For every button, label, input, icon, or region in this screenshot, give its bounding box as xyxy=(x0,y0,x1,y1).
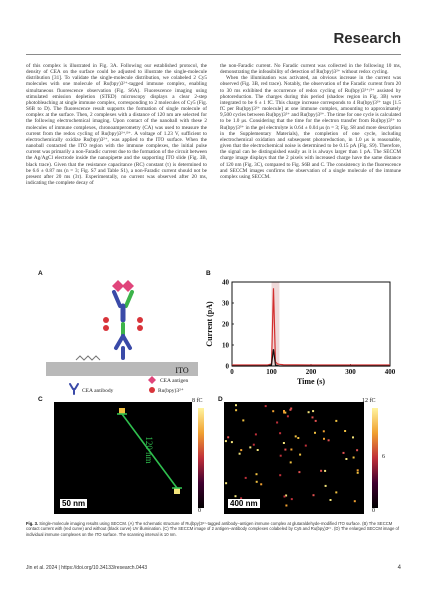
x-tick-label: 200 xyxy=(305,368,317,376)
charge-speckle xyxy=(323,430,325,432)
page-footer xyxy=(26,565,401,571)
x-tick-label: 300 xyxy=(345,368,356,376)
charge-speckle xyxy=(290,461,292,463)
plot-frame xyxy=(232,282,390,366)
charge-speckle xyxy=(242,419,244,421)
x-axis-label: Time (s) xyxy=(296,377,326,386)
paragraph: the non-Faradic current. No Faradic current was collected in the following 10 ms, demonstrating the infeasibility of detection of Ru(bpy)3²⁺ without redox cycling. xyxy=(220,63,401,76)
charge-speckle xyxy=(297,437,299,439)
charge-speckle xyxy=(260,483,262,485)
series-line-black xyxy=(232,349,390,366)
charge-speckle xyxy=(343,452,345,454)
charge-speckle xyxy=(235,404,237,406)
caption-label: Fig. 3. xyxy=(26,521,39,526)
charge-speckle xyxy=(245,477,247,479)
panel-a-schematic xyxy=(36,276,208,396)
charge-speckle xyxy=(279,474,281,476)
charge-speckle xyxy=(325,485,327,487)
charge-speckle xyxy=(295,435,297,437)
charge-speckle xyxy=(356,449,358,451)
panel-b-current-chart xyxy=(206,274,396,386)
charge-speckle xyxy=(256,481,258,483)
charge-speckle xyxy=(276,422,278,424)
charge-speckle xyxy=(354,500,356,502)
charge-speckle xyxy=(312,410,314,412)
figure-caption xyxy=(26,521,401,537)
legend-ru-label: Ru(bpy)3²⁺ xyxy=(158,388,184,394)
charge-speckle xyxy=(328,439,330,441)
charge-speckle xyxy=(249,446,251,448)
panel-c-colorbar xyxy=(198,408,204,508)
charge-speckle xyxy=(225,482,227,484)
charge-speckle xyxy=(255,433,257,435)
paragraph: of this complex is illustrated in Fig. 3A. Following our established protocol, the density of CEA on the surface could be adjusted to illustrate the single-molecule distribution [31]. To validate the single-molecule distribution, we colabeled 2 Cy5 molecules with one molecule of Ru(bpy)3²⁺-tagged immune complex, enabling simultaneous fluorescence observation (Fig. S6A). Fluorescence imaging using stimulated emission depletion (STED) microscopy displays a clear 2-step photobleaching at single immune complex, corresponding to 2 molecules of Cy5 (Fig. S6B to D). The fluorescence result supports the formation of single molecule of complex at the surface. Then, 2 complexes with a distance of 120 nm are selected for the following electrochemical imaging. Upon contact of the nanoball with these 2 molecules of immune complexes, chronoamperometry (CA) was used to measure the current from the redox cycling of Ru(bpy)3²⁺/³⁺. A voltage of 1.23 V, sufficient to electrochemically oxidize Ru(bpy)3²⁺, was applied to the ITO surface. When the nanoball contacted the ITO region with the immune complexes, the initial pulse current was primarily a non-Faradic current due to the formation of the circuit between the Ag/AgCl electrode inside the nanopipette and the supporting ITO slide (Fig. 3B, black trace). Given that the resistance capacitance (RC) constant (τ) is determined to be 6.6 ± 0.87 ms (n = 3; Fig. S7 and Table S1), a non-Faradic current should not be present after 20 ms (3τ). Experimentally, no current was observed after 20 ms, indicating the complete decay of xyxy=(26,63,207,186)
panel-c-cbar-min: 0 xyxy=(198,508,201,514)
charge-speckle xyxy=(240,449,242,451)
x-tick-label: 400 xyxy=(384,368,396,376)
charge-speckle xyxy=(231,441,233,443)
charge-speckle xyxy=(312,416,314,418)
charge-pixel-top xyxy=(119,408,125,414)
charge-speckle xyxy=(256,473,258,475)
charge-speckle xyxy=(330,499,332,501)
charge-speckle xyxy=(239,453,241,455)
charge-speckle xyxy=(284,449,286,451)
y-tick-label: 0 xyxy=(225,362,229,371)
panel-c-cbar-max: 8 fC xyxy=(192,398,203,404)
y-tick-label: 10 xyxy=(222,341,229,350)
panel-d-cbar-max: 12 fC xyxy=(362,398,376,404)
charge-speckle xyxy=(235,409,237,411)
charge-speckle xyxy=(323,438,325,440)
y-axis-label: Current (pA) xyxy=(205,301,214,347)
charge-speckle xyxy=(344,430,346,432)
series-line-red xyxy=(232,288,390,365)
charge-speckle xyxy=(357,469,359,471)
glutaraldehyde-linker xyxy=(76,356,100,360)
charge-speckle xyxy=(345,458,347,460)
distance-label: 120 nm xyxy=(144,436,154,464)
page-header xyxy=(26,32,401,55)
figure-3 xyxy=(26,268,401,518)
panel-d-scalebar: 400 nm xyxy=(230,499,258,508)
panel-label-c: C xyxy=(38,396,43,403)
charge-speckle xyxy=(289,409,291,411)
charge-speckle xyxy=(283,410,285,412)
cea-antigen-diamonds xyxy=(112,280,134,292)
charge-speckle xyxy=(287,415,289,417)
charge-speckle xyxy=(315,420,317,422)
legend-antigen-icon xyxy=(148,376,156,384)
charge-speckle xyxy=(324,470,326,472)
y-tick-label: 40 xyxy=(222,278,229,287)
panel-d-cbar-mid: 6 xyxy=(382,454,385,460)
charge-speckle xyxy=(308,411,310,413)
paragraph: When the illumination was activated, an obvious increase in the current was observed (Fig. 3B, red trace). Notably, the observation of the Faradic current from 20 to 30 ms exhibited the occurrence of redox cycling of Ru(bpy)3²⁺/³⁺ assisted by photoreduction. The charges during this period (shadow region in Fig. 3B) were integrated to be 6 ± 1 fC. This charge increase corresponds to 4 Ru(bpy)3²⁺ tags [1.5 fC per Ru(bpy)3²⁺ molecule] at one immune complex, amounting to approximately 9,500 cycles between Ru(bpy)3²⁺ and Ru(bpy)3³⁺. The time for one cycle is calculated to be 1.0 μs. Considering that the time for the electron transfer from Ru(bpy)3²⁺ to Ru(bpy)3³⁺ in the gel electrolyte is 0.64 ± 0.04 μs (n = 3; Fig. S8 and more description in the Supplementary Materials), the completion of one cycle, including electrochemical oxidation and subsequent photoreduction, in 1.0 μs is reasonable, given that the electrochemical noise is determined to be 0.15 pA (Fig. S9). Therefore, the signal can be distinguished easily as it is always larger than 1 pA. The SECCM charge image displays that the 2 pixels with increased charge have the same distance of 120 nm (Fig. 3C), compared to Fig. S6B and C. The consistency in the fluorescence and SECCM images confirms the observation of a single molecule of the immune complex using SECCM. xyxy=(220,75,401,180)
journal-title: Research xyxy=(333,30,401,47)
text-column-left xyxy=(26,63,207,186)
charge-speckle xyxy=(253,444,255,446)
charge-speckle xyxy=(257,449,259,451)
charge-speckle xyxy=(290,449,292,451)
charge-speckle xyxy=(272,410,274,412)
charge-speckle xyxy=(285,505,287,507)
charge-speckle xyxy=(352,436,354,438)
panel-c-seccm-image xyxy=(54,402,192,514)
text-column-right xyxy=(220,63,401,180)
charge-speckle xyxy=(291,498,293,500)
charge-speckle xyxy=(280,455,282,457)
charge-speckle xyxy=(227,436,229,438)
ito-label: ITO xyxy=(175,366,189,375)
panel-label-d: D xyxy=(218,396,223,403)
citation: Jin et al. 2024 | https://doi.org/10.34133/research.0443 xyxy=(26,565,148,571)
x-tick-label: 0 xyxy=(230,368,234,376)
y-tick-label: 20 xyxy=(222,320,229,329)
caption-text: Single-molecule imaging results using SECCM. (A) The schematic structure of Ru(bpy)3²⁺-tagged antibody–antigen immune complex at glutaraldehyde-modified ITO surface. (B) The SECCM contact current with (red curve) and without (black curve) UV illumination. (C) The SECCM image of 2 antigen–antibody complexes colabeled by Cy5 and Ru(bpy)3²⁺. (D) The enlarged SECCM image of individual immune complexes on the ITO surface. The scanning interval is 10 nm. xyxy=(26,521,400,537)
charge-speckle xyxy=(357,472,359,474)
panel-label-b: B xyxy=(206,270,211,277)
charge-speckle xyxy=(279,432,281,434)
antibody-bottom xyxy=(116,324,130,358)
charge-speckle xyxy=(298,471,300,473)
y-tick-label: 30 xyxy=(222,299,229,308)
charge-speckle xyxy=(335,420,337,422)
x-tick-label: 100 xyxy=(266,368,277,376)
antibody-top xyxy=(114,292,132,320)
legend-ru-icon xyxy=(149,387,155,393)
charge-pixel-bottom xyxy=(174,488,180,494)
charge-speckle xyxy=(284,496,286,498)
charge-speckle xyxy=(320,470,322,472)
page-number: 4 xyxy=(397,565,401,571)
legend-antibody-icon xyxy=(70,384,78,394)
charge-speckle xyxy=(283,442,285,444)
charge-speckle xyxy=(353,457,355,459)
panel-d-seccm-image xyxy=(224,402,364,514)
panel-d-colorbar xyxy=(372,408,378,508)
legend-antibody-label: CEA antibody xyxy=(82,388,114,394)
legend-antigen-label: CEA antigen xyxy=(160,378,189,384)
charge-speckle xyxy=(305,445,307,447)
panel-d-cbar-min: 0 xyxy=(372,508,375,514)
panel-c-scalebar: 50 nm xyxy=(62,499,86,508)
panel-label-a: A xyxy=(38,270,43,277)
charge-speckle xyxy=(225,440,227,442)
charge-speckle xyxy=(335,491,337,493)
charge-speckle xyxy=(265,405,267,407)
charge-speckle xyxy=(314,432,316,434)
charge-speckle xyxy=(299,454,301,456)
charge-speckle xyxy=(235,495,237,497)
charge-speckle xyxy=(313,494,315,496)
